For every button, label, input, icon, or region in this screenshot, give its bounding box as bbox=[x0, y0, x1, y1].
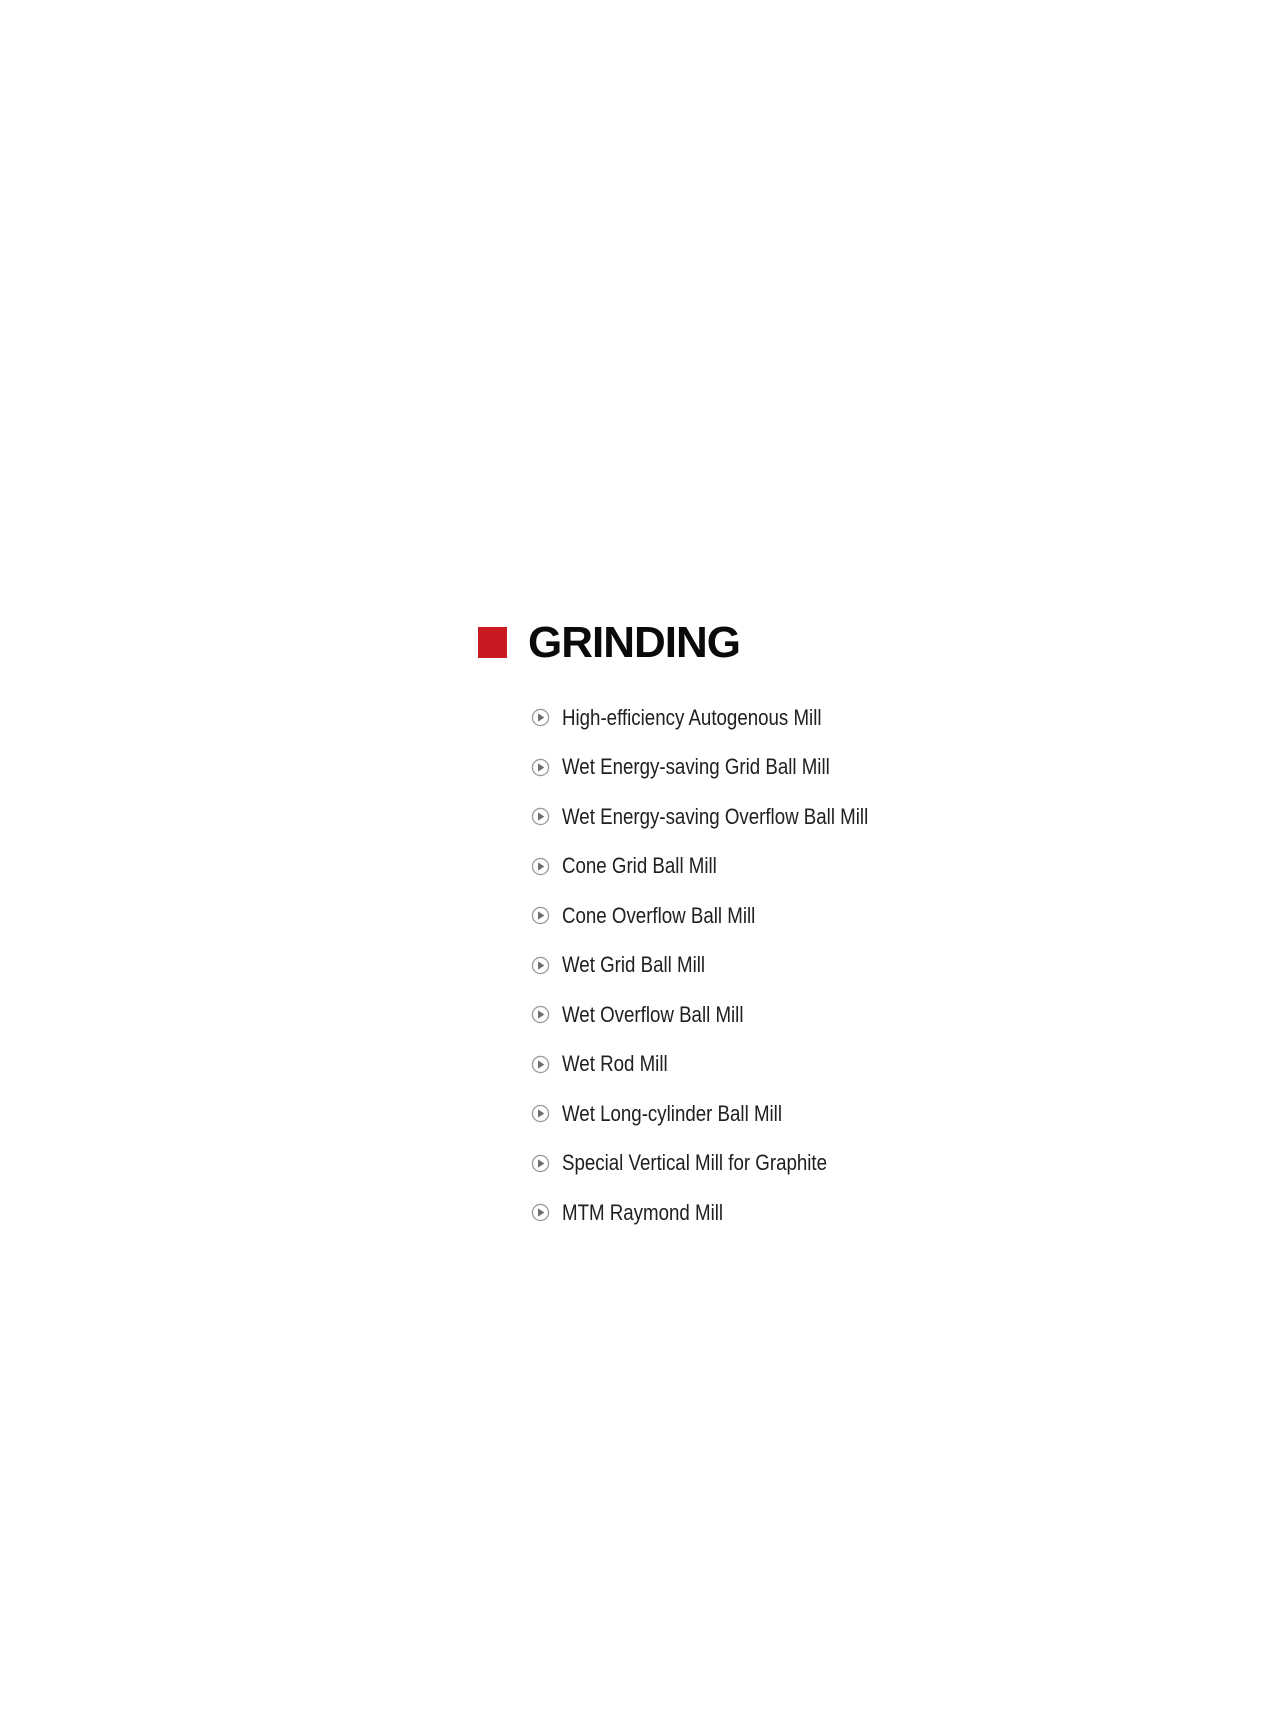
play-circle-icon bbox=[531, 906, 550, 925]
menu-item-label: Wet Energy-saving Overflow Ball Mill bbox=[562, 803, 869, 829]
section-header bbox=[478, 618, 740, 667]
menu-item-label: Cone Overflow Ball Mill bbox=[562, 902, 756, 928]
play-circle-icon bbox=[531, 857, 550, 876]
menu-item-label: Wet Long-cylinder Ball Mill bbox=[562, 1100, 782, 1126]
menu-item-label: Wet Grid Ball Mill bbox=[562, 952, 706, 978]
grinding-menu-item[interactable] bbox=[531, 1188, 922, 1238]
play-circle-icon bbox=[531, 807, 550, 826]
grinding-menu-item[interactable] bbox=[531, 693, 922, 743]
play-circle-icon bbox=[531, 708, 550, 727]
play-circle-icon bbox=[531, 758, 550, 777]
menu-item-label: Special Vertical Mill for Graphite bbox=[562, 1150, 828, 1176]
play-circle-icon bbox=[531, 1055, 550, 1074]
grinding-menu-item[interactable] bbox=[531, 842, 922, 892]
menu-item-label: Wet Overflow Ball Mill bbox=[562, 1001, 744, 1027]
grinding-menu-item[interactable] bbox=[531, 792, 922, 842]
play-circle-icon bbox=[531, 1005, 550, 1024]
play-circle-icon bbox=[531, 956, 550, 975]
grinding-menu-item[interactable] bbox=[531, 1139, 922, 1189]
menu-item-label: Wet Energy-saving Grid Ball Mill bbox=[562, 754, 830, 780]
grinding-menu-item[interactable] bbox=[531, 941, 922, 991]
menu-item-label: Cone Grid Ball Mill bbox=[562, 853, 717, 879]
grinding-menu-item[interactable] bbox=[531, 743, 922, 793]
play-circle-icon bbox=[531, 1104, 550, 1123]
menu-item-label: Wet Rod Mill bbox=[562, 1051, 668, 1077]
play-circle-icon bbox=[531, 1203, 550, 1222]
play-circle-icon bbox=[531, 1154, 550, 1173]
red-accent-square bbox=[478, 627, 507, 658]
grinding-menu-item[interactable] bbox=[531, 990, 922, 1040]
grinding-menu-item[interactable] bbox=[531, 891, 922, 941]
grinding-menu-item[interactable] bbox=[531, 1089, 922, 1139]
menu-item-label: High-efficiency Autogenous Mill bbox=[562, 704, 822, 730]
menu-item-label: MTM Raymond Mill bbox=[562, 1199, 724, 1225]
page-title: GRINDING bbox=[528, 618, 740, 667]
grinding-menu-item[interactable] bbox=[531, 1040, 922, 1090]
grinding-product-list bbox=[531, 693, 922, 1238]
